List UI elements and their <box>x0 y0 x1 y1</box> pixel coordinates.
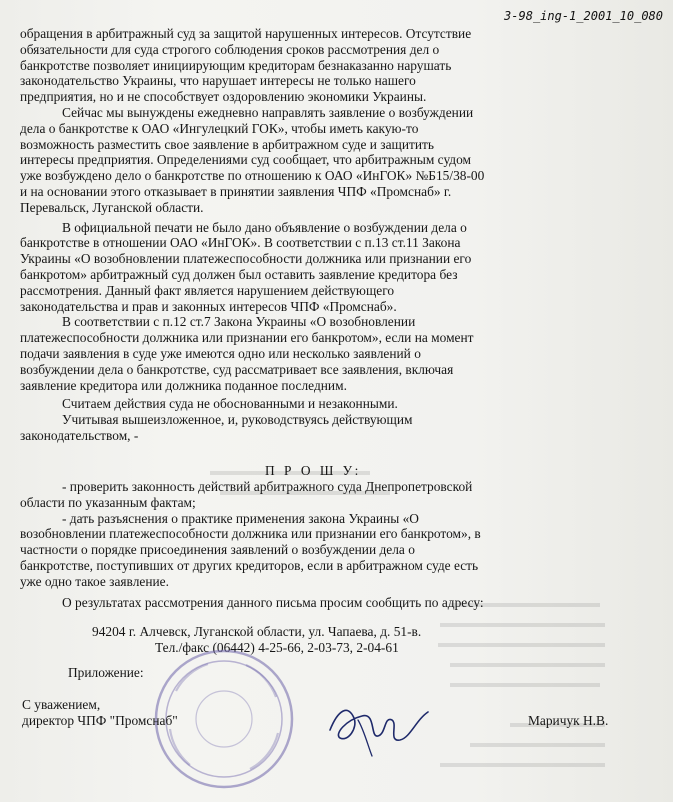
text-line: Считаем действия суда не обоснованными и незаконными. <box>62 396 398 412</box>
address-block <box>20 595 610 655</box>
postal-address: 94204 г. Алчевск, Луганской области, ул. Чапаева, д. 51-в. <box>92 624 422 639</box>
paragraph-6 <box>20 412 604 444</box>
text-line: обязательности для суда строгого соблюдения сроков рассмотрения дел о <box>20 41 440 57</box>
text-line: - проверить законность действий арбитражного суда Днепропетровской <box>62 479 473 494</box>
text-line: подачи заявления в суде уже имеются одно или несколько заявлений о <box>20 345 421 361</box>
text-line: интересы предприятия. Определениями суд сообщает, что арбитражным судом <box>20 152 472 168</box>
text-line: рассмотрения. Данный факт является нарушением действующего <box>20 282 395 298</box>
attachment-label: Приложение: <box>68 665 144 680</box>
text-line: дела о банкротстве к ОАО «Ингулецкий ГОК», чтобы иметь какую-то <box>20 120 419 136</box>
closing-block <box>22 697 178 728</box>
text-line: банкротстве позволяет инициирующим кредиторам безнаказанно нарушать <box>20 57 452 73</box>
result-request-line: О результатах рассмотрения данного письма просим сообщить по адресу: <box>62 595 484 610</box>
text-line: возобновлении платежеспособности должника или признании его банкротом», в <box>20 526 481 542</box>
text-line: области по указанным фактам; <box>20 494 196 510</box>
text-line: возможность разместить свое заявление в арбитражном суде и защитить <box>20 136 434 152</box>
text-line: уже возбуждено дело о банкротстве по отношению к ОАО «ИнГОК» №Б15/38-00 <box>20 168 485 184</box>
text-line: частности о порядке присоединения заявлений о возбуждении дела о <box>20 542 415 558</box>
closing-greeting: С уважением, <box>22 697 101 712</box>
signature <box>318 690 458 770</box>
text-line: Украины «О возобновлении платежеспособности должника или признании его <box>20 251 472 267</box>
text-line: банкротстве, поступивших от других кредиторов, если в арбитражном суде есть <box>20 557 479 573</box>
paragraph-3 <box>20 220 604 315</box>
text-line: заявление кредитора или должника поданное последним. <box>20 377 347 393</box>
text-line: платежеспособности должника или признании его банкротом», если на момент <box>20 330 474 346</box>
text-line: - дать разъяснения о практике применения закона Украины «О <box>62 510 419 526</box>
paragraph-4 <box>20 314 604 393</box>
text-line: законодательством, - <box>20 427 139 443</box>
text-line: Учитывая вышеизложенное, и, руководствуясь действующим <box>62 412 413 428</box>
text-line: банкротом» арбитражный суд должен был оставить заявление кредитора без <box>20 266 458 282</box>
text-line: законодательство Украины, что нарушает интересы не только нашего <box>20 73 416 89</box>
paragraph-1 <box>20 26 604 105</box>
text-line: и на основании этого отказывает в принятии заявления ЧПФ «Промснаб» г. <box>20 183 452 199</box>
text-line: В соответствии с п.12 ст.7 Закона Украины «О возобновлении <box>62 314 416 330</box>
paragraph-5 <box>20 396 604 412</box>
text-line: возбуждении дела о банкротстве, суд рассматривает все заявления, включая <box>20 361 454 377</box>
request-list <box>20 479 604 590</box>
signer-name: Маричук Н.В. <box>528 713 609 728</box>
request-item <box>20 511 604 590</box>
text-line: законодательства и прав и законных интересов ЧПФ «Промснаб». <box>20 298 397 314</box>
text-line: предприятия, но и не способствует оздоровлению экономики Украины. <box>20 89 427 105</box>
text-line: Сейчас мы вынуждены ежедневно направлять заявление о возбуждении <box>62 104 474 120</box>
signer-position: директор ЧПФ "Промснаб" <box>22 712 178 728</box>
text-line: уже одно такое заявление. <box>20 573 169 589</box>
request-item <box>20 479 604 511</box>
text-line: обращения в арбитражный суд за защитой нарушенных интересов. Отсутствие <box>20 26 472 41</box>
request-heading: П Р О Ш У: <box>265 463 362 478</box>
letter-body <box>20 26 604 444</box>
document-id: 3-98_ing-1_2001_10_080 <box>504 9 663 23</box>
paragraph-2 <box>20 105 604 216</box>
text-line: банкротстве в отношении ОАО «ИнГОК». В соответствии с п.13 ст.11 Закона <box>20 235 461 251</box>
text-line: В официальной печати не было дано объявление о возбуждении дела о <box>62 219 467 235</box>
phone-fax: Тел./факс (06442) 4-25-66, 2-03-73, 2-04-61 <box>155 640 399 655</box>
text-line: Перевальск, Луганской области. <box>20 199 204 215</box>
